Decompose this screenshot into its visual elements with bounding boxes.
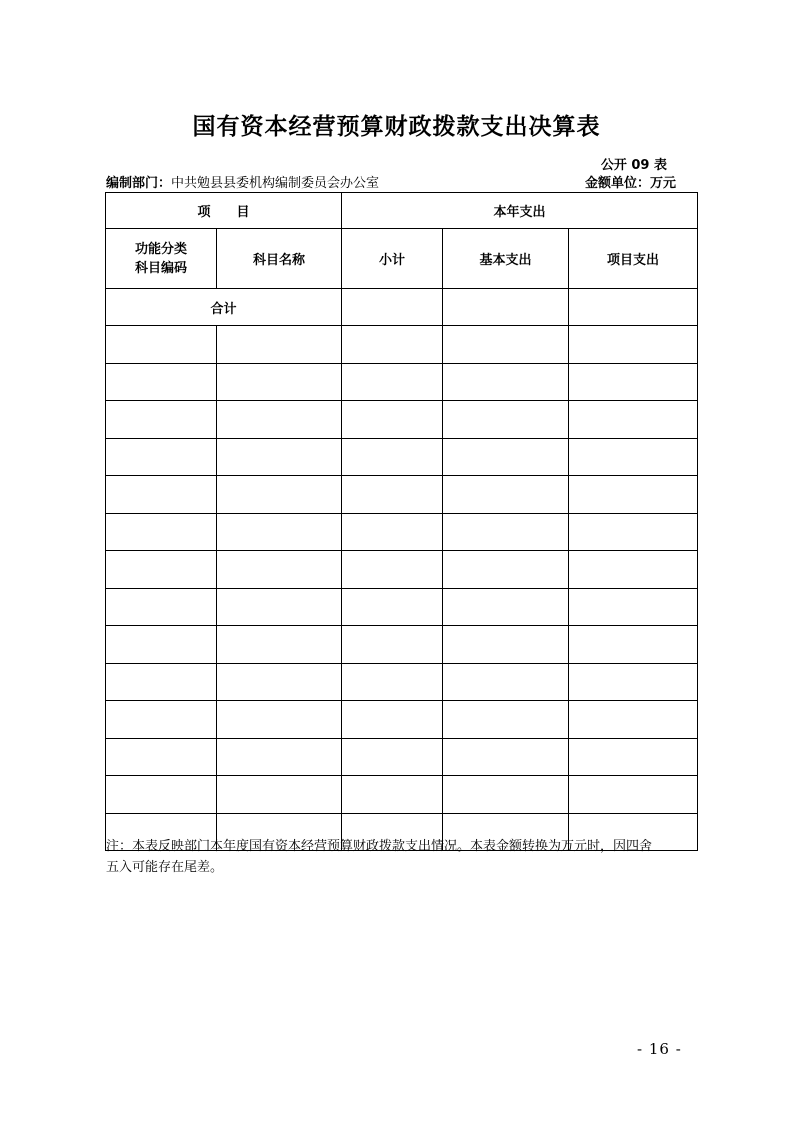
meta-row xyxy=(106,172,676,192)
table-cell xyxy=(569,363,698,401)
table-cell xyxy=(106,738,217,776)
table-cell xyxy=(443,663,569,701)
header-row-2 xyxy=(106,229,698,289)
table-cell xyxy=(342,326,443,364)
table-cell xyxy=(443,476,569,514)
table-cell xyxy=(342,738,443,776)
table-cell xyxy=(217,738,342,776)
table-cell xyxy=(217,551,342,589)
table-cell xyxy=(342,438,443,476)
table-cell xyxy=(443,513,569,551)
table-cell xyxy=(106,513,217,551)
table-cell xyxy=(443,401,569,439)
table-cell xyxy=(443,626,569,664)
table-cell xyxy=(569,738,698,776)
table-cell xyxy=(342,626,443,664)
table-cell xyxy=(217,663,342,701)
table-cell xyxy=(342,701,443,739)
col-subtotal-header: 小计 xyxy=(342,229,443,289)
table-cell xyxy=(106,701,217,739)
table-row xyxy=(106,513,698,551)
table-cell xyxy=(217,438,342,476)
col-project-header: 项目支出 xyxy=(569,229,698,289)
table-cell xyxy=(569,401,698,439)
table-cell xyxy=(217,513,342,551)
col-code-line1: 功能分类 xyxy=(134,241,187,257)
table-row xyxy=(106,701,698,739)
table-cell xyxy=(569,663,698,701)
total-subtotal-cell xyxy=(342,289,443,326)
table-cell xyxy=(106,476,217,514)
header-row-1 xyxy=(106,193,698,229)
table-cell xyxy=(443,738,569,776)
form-number: 公开 09 表 xyxy=(600,158,667,173)
table-row xyxy=(106,738,698,776)
table-cell xyxy=(217,363,342,401)
total-label: 合计 xyxy=(106,289,342,326)
table-row xyxy=(106,326,698,364)
table-cell xyxy=(217,701,342,739)
department-info xyxy=(106,172,379,191)
note-line-2: 五入可能存在尾差。 xyxy=(106,860,224,875)
table-cell xyxy=(106,551,217,589)
table-row xyxy=(106,663,698,701)
table-cell xyxy=(217,588,342,626)
table-cell xyxy=(342,551,443,589)
table-cell xyxy=(342,588,443,626)
amount-unit: 金额单位：万元 xyxy=(584,176,676,191)
table-cell xyxy=(106,588,217,626)
table-cell xyxy=(569,326,698,364)
header-year-expense: 本年支出 xyxy=(342,193,698,229)
table-cell xyxy=(217,626,342,664)
table-cell xyxy=(443,776,569,814)
table-cell xyxy=(569,588,698,626)
table-row xyxy=(106,363,698,401)
table-cell xyxy=(443,326,569,364)
col-code-line2: 科目编码 xyxy=(134,260,187,276)
total-project-cell xyxy=(569,289,698,326)
table-cell xyxy=(443,588,569,626)
table-cell xyxy=(443,363,569,401)
table-cell xyxy=(443,701,569,739)
table-cell xyxy=(217,326,342,364)
table-cell xyxy=(342,513,443,551)
table-cell xyxy=(569,626,698,664)
table-cell xyxy=(569,438,698,476)
table-cell xyxy=(106,363,217,401)
department-label: 编制部门： xyxy=(106,176,172,191)
note-line-1: 注：本表反映部门本年度国有资本经营预算财政拨款支出情况。本表金额转换为万元时，因四舍 xyxy=(106,839,653,854)
col-basic-header: 基本支出 xyxy=(443,229,569,289)
table-cell xyxy=(106,401,217,439)
table-row xyxy=(106,438,698,476)
table-cell xyxy=(217,476,342,514)
header-item: 项 目 xyxy=(106,193,342,229)
table-row xyxy=(106,476,698,514)
col-name-header: 科目名称 xyxy=(217,229,342,289)
table-cell xyxy=(443,551,569,589)
expense-table xyxy=(105,192,698,851)
table-cell xyxy=(342,776,443,814)
department-value: 中共勉县县委机构编制委员会办公室 xyxy=(171,176,380,191)
table-row xyxy=(106,626,698,664)
table-cell xyxy=(443,438,569,476)
table-row xyxy=(106,776,698,814)
table-cell xyxy=(342,401,443,439)
table-cell xyxy=(342,476,443,514)
page-title: 国有资本经营预算财政拨款支出决算表 xyxy=(192,114,601,140)
table-cell xyxy=(106,626,217,664)
table-cell xyxy=(569,701,698,739)
table-cell xyxy=(569,513,698,551)
table-cell xyxy=(106,776,217,814)
table-cell xyxy=(106,438,217,476)
table-cell xyxy=(106,326,217,364)
table-cell xyxy=(569,776,698,814)
table-cell xyxy=(569,476,698,514)
table-note xyxy=(106,836,694,878)
table-row xyxy=(106,551,698,589)
page-number: - 16 - xyxy=(637,1040,682,1058)
table-cell xyxy=(217,776,342,814)
table-row xyxy=(106,401,698,439)
table-row xyxy=(106,588,698,626)
table-cell xyxy=(569,551,698,589)
table-cell xyxy=(106,663,217,701)
table-cell xyxy=(342,363,443,401)
table-cell xyxy=(342,663,443,701)
table-cell xyxy=(217,401,342,439)
total-basic-cell xyxy=(443,289,569,326)
total-row xyxy=(106,289,698,326)
col-code-header xyxy=(106,229,217,289)
